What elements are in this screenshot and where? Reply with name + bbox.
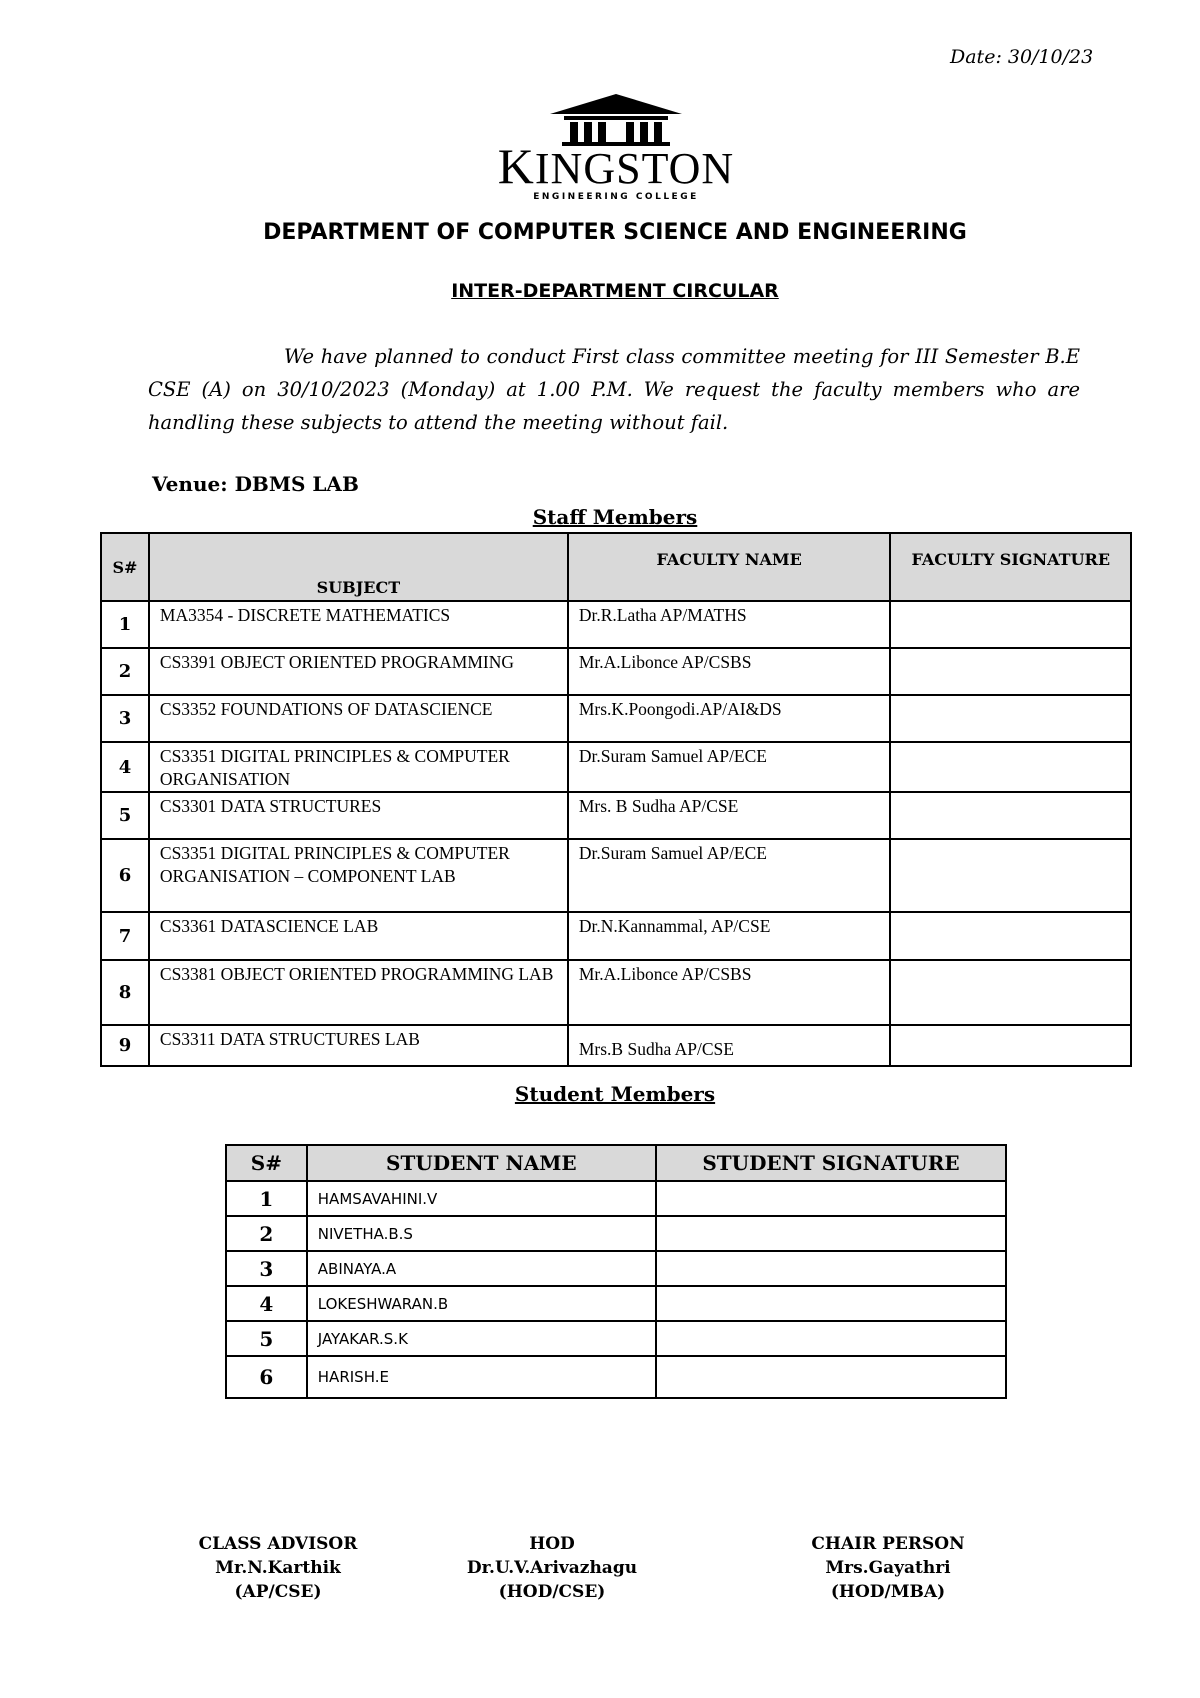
- table-row: [101, 792, 1131, 839]
- student-members-table: [225, 1144, 1007, 1399]
- staff-subject: CS3311 DATA STRUCTURES LAB: [149, 1025, 568, 1066]
- student-signature-cell[interactable]: [656, 1356, 1006, 1398]
- signatory-name: Mrs.Gayathri: [825, 1558, 951, 1578]
- student-sn: 3: [226, 1251, 307, 1286]
- student-header-sn: S#: [226, 1145, 307, 1181]
- staff-faculty: Mrs.K.Poongodi.AP/AI&DS: [568, 695, 891, 742]
- staff-sn: 9: [101, 1025, 149, 1066]
- staff-signature-cell[interactable]: [890, 839, 1131, 912]
- signatory-role: CLASS ADVISOR: [198, 1534, 358, 1554]
- staff-header-faculty: FACULTY NAME: [568, 533, 891, 601]
- staff-sn: 4: [101, 742, 149, 792]
- staff-signature-cell[interactable]: [890, 960, 1131, 1025]
- student-sn: 6: [226, 1356, 307, 1398]
- signatory-name: Mr.N.Karthik: [215, 1558, 341, 1578]
- staff-subject: CS3391 OBJECT ORIENTED PROGRAMMING: [149, 648, 568, 695]
- table-row: [226, 1181, 1006, 1216]
- staff-faculty: Dr.Suram Samuel AP/ECE: [568, 839, 891, 912]
- table-row: [101, 839, 1131, 912]
- staff-signature-cell[interactable]: [890, 648, 1131, 695]
- staff-faculty: Mr.A.Libonce AP/CSBS: [568, 960, 891, 1025]
- student-name: LOKESHWARAN.B: [307, 1286, 656, 1321]
- staff-signature-cell[interactable]: [890, 695, 1131, 742]
- student-sn: 5: [226, 1321, 307, 1356]
- staff-signature-cell[interactable]: [890, 1025, 1131, 1066]
- department-heading: DEPARTMENT OF COMPUTER SCIENCE AND ENGINEERING: [263, 220, 967, 245]
- student-signature-cell[interactable]: [656, 1216, 1006, 1251]
- signatory-hod: [422, 1532, 682, 1604]
- student-name: JAYAKAR.S.K: [307, 1321, 656, 1356]
- student-header-name: STUDENT NAME: [307, 1145, 656, 1181]
- student-sn: 1: [226, 1181, 307, 1216]
- table-row: [226, 1216, 1006, 1251]
- staff-subject: CS3351 DIGITAL PRINCIPLES & COMPUTER ORGANISATION: [149, 742, 568, 792]
- student-members-title: Student Members: [514, 1082, 716, 1106]
- staff-header-subject: SUBJECT: [149, 533, 568, 601]
- signatory-chair-person: [758, 1532, 1018, 1604]
- logo-subtitle: ENGINEERING COLLEGE: [533, 192, 699, 202]
- table-row: [226, 1286, 1006, 1321]
- staff-signature-cell[interactable]: [890, 792, 1131, 839]
- student-signature-cell[interactable]: [656, 1321, 1006, 1356]
- signatory-designation: (HOD/MBA): [830, 1582, 946, 1602]
- staff-sn: 5: [101, 792, 149, 839]
- staff-subject: CS3352 FOUNDATIONS OF DATASCIENCE: [149, 695, 568, 742]
- table-row: [101, 1025, 1131, 1066]
- staff-subject: CS3381 OBJECT ORIENTED PROGRAMMING LAB: [149, 960, 568, 1025]
- student-name: HARISH.E: [307, 1356, 656, 1398]
- venue-value: DBMS LAB: [234, 472, 359, 496]
- staff-faculty: Mr.A.Libonce AP/CSBS: [568, 648, 891, 695]
- table-row: [101, 695, 1131, 742]
- college-logo: [466, 92, 766, 202]
- signatory-designation: (AP/CSE): [234, 1582, 322, 1602]
- staff-faculty: Dr.R.Latha AP/MATHS: [568, 601, 891, 648]
- student-name: ABINAYA.A: [307, 1251, 656, 1286]
- signatory-class-advisor: [148, 1532, 408, 1604]
- staff-faculty: Mrs.B Sudha AP/CSE: [568, 1025, 891, 1066]
- staff-header-row: [101, 533, 1131, 601]
- staff-header-sn: S#: [101, 533, 149, 601]
- signatory-role: CHAIR PERSON: [811, 1534, 965, 1554]
- circular-date: Date: 30/10/23: [950, 46, 1094, 68]
- staff-faculty: Dr.N.Kannammal, AP/CSE: [568, 912, 891, 960]
- signatory-role: HOD: [529, 1534, 575, 1554]
- staff-subject: CS3301 DATA STRUCTURES: [149, 792, 568, 839]
- circular-title: INTER-DEPARTMENT CIRCULAR: [451, 280, 779, 302]
- staff-signature-cell[interactable]: [890, 912, 1131, 960]
- student-sn: 4: [226, 1286, 307, 1321]
- staff-subject: CS3361 DATASCIENCE LAB: [149, 912, 568, 960]
- student-name: HAMSAVAHINI.V: [307, 1181, 656, 1216]
- staff-faculty: Mrs. B Sudha AP/CSE: [568, 792, 891, 839]
- staff-faculty: Dr.Suram Samuel AP/ECE: [568, 742, 891, 792]
- logo-wordmark: KINGSTON: [497, 138, 735, 194]
- staff-subject: CS3351 DIGITAL PRINCIPLES & COMPUTER ORGANISATION – COMPONENT LAB: [149, 839, 568, 912]
- venue-label: Venue:: [152, 472, 228, 496]
- table-row: [226, 1251, 1006, 1286]
- student-sn: 2: [226, 1216, 307, 1251]
- staff-header-signature: FACULTY SIGNATURE: [890, 533, 1131, 601]
- table-row: [101, 601, 1131, 648]
- staff-sn: 8: [101, 960, 149, 1025]
- student-header-signature: STUDENT SIGNATURE: [656, 1145, 1006, 1181]
- table-row: [226, 1321, 1006, 1356]
- staff-sn: 7: [101, 912, 149, 960]
- staff-sn: 3: [101, 695, 149, 742]
- student-signature-cell[interactable]: [656, 1286, 1006, 1321]
- table-row: [101, 960, 1131, 1025]
- student-header-row: [226, 1145, 1006, 1181]
- table-row: [101, 648, 1131, 695]
- staff-signature-cell[interactable]: [890, 601, 1131, 648]
- table-row: [226, 1356, 1006, 1398]
- circular-body: We have planned to conduct First class committee meeting for III Semester B.E CSE (A) on 30/10/2023 (Monday) at 1.00 P.M. We request the faculty members who are handling these subjects to attend the meeting without fail.: [148, 345, 1080, 434]
- staff-members-title: Staff Members: [532, 505, 698, 529]
- signatory-designation: (HOD/CSE): [498, 1582, 606, 1602]
- staff-subject: MA3354 - DISCRETE MATHEMATICS: [149, 601, 568, 648]
- staff-members-table: [100, 532, 1132, 1067]
- student-signature-cell[interactable]: [656, 1251, 1006, 1286]
- signatory-name: Dr.U.V.Arivazhagu: [466, 1558, 638, 1578]
- table-row: [101, 912, 1131, 960]
- staff-signature-cell[interactable]: [890, 742, 1131, 792]
- staff-sn: 1: [101, 601, 149, 648]
- staff-sn: 2: [101, 648, 149, 695]
- student-signature-cell[interactable]: [656, 1181, 1006, 1216]
- student-name: NIVETHA.B.S: [307, 1216, 656, 1251]
- table-row: [101, 742, 1131, 792]
- venue-line: [152, 472, 359, 496]
- staff-sn: 6: [101, 839, 149, 912]
